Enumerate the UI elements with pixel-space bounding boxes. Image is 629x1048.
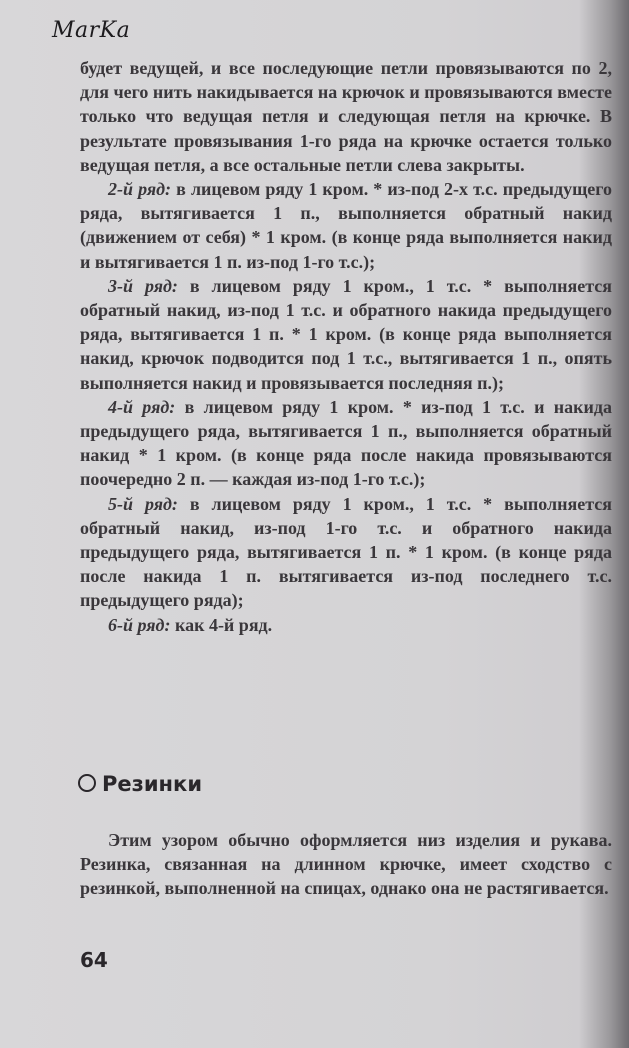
watermark: MarKa <box>52 18 131 43</box>
row-label: 4-й ряд: <box>108 396 176 417</box>
row-text: в лицевом ряду 1 кром., 1 т.с. * выполняется обратный накид, из-под 1-го т.с. и обратного накида предыдущего ряда, вытягивается 1 п. * 1 кром. (в конце ряда после накида 1 п. вытягивается из-под последнего т.с. предыдущего ряда); <box>80 493 613 611</box>
paragraph-section: Этим узором обычно оформляется низ изделия и рукава. Резинка, связанная на длинном крючке, имеет сходство с резинкой, выполненной на спицах, однако она не растягивается. <box>80 830 612 899</box>
row-text: в лицевом ряду 1 кром., 1 т.с. * выполняется обратный накид, из-под 1 т.с. и обратного накида предыдущего ряда, вытягивается 1 п. * 1 кром. (в конце ряда выполняется накид, крючок подводится под 1 т.с., вытягивается 1 п., опять выполняется накид и провязывается последняя п.); <box>80 275 613 393</box>
section-title: Резинки <box>102 772 203 796</box>
paragraph-row-3 <box>80 274 612 395</box>
row-text: как 4-й ряд. <box>170 614 273 635</box>
row-label: 3-й ряд: <box>108 275 178 296</box>
circle-bullet-icon <box>78 774 96 792</box>
row-text: в лицевом ряду 1 кром. * из-под 1 т.с. и накида предыдущего ряда, вытягивается 1 п., выполняется обратный накид * 1 кром. (в конце ряда после накида провязываются поочередно 2 п. — каждая из-под 1-го т.с.); <box>80 396 612 490</box>
row-label: 5-й ряд: <box>108 493 178 514</box>
paragraph-continuation: будет ведущей, и все последующие петли провязываются по 2, для чего нить накидывается на крючок и провязываются вместе только что ведущая петля и следующая петля на крючке. В результате провязывания 1-го ряда на крючке остается только ведущая петля, а все остальные петли слева закрыты. <box>80 58 612 175</box>
row-text: в лицевом ряду 1 кром. * из-под 2-х т.с. предыдущего ряда, вытягивается 1 п., выполняется обратный накид (движением от себя) * 1 кром. (в конце ряда выполняется накид и вытягивается 1 п. из-под 1-го т.с.); <box>80 179 613 272</box>
page-number: 64 <box>80 948 108 972</box>
paragraph-row-4 <box>80 395 612 492</box>
body-text <box>80 56 612 637</box>
row-label: 6-й ряд: <box>108 614 171 635</box>
paragraph-row-5 <box>80 492 612 613</box>
paragraph-row-6 <box>80 613 612 637</box>
row-label: 2-й ряд: <box>108 179 172 200</box>
paragraph-row-2 <box>80 177 612 274</box>
section-heading <box>78 772 202 796</box>
section-body <box>80 828 612 901</box>
